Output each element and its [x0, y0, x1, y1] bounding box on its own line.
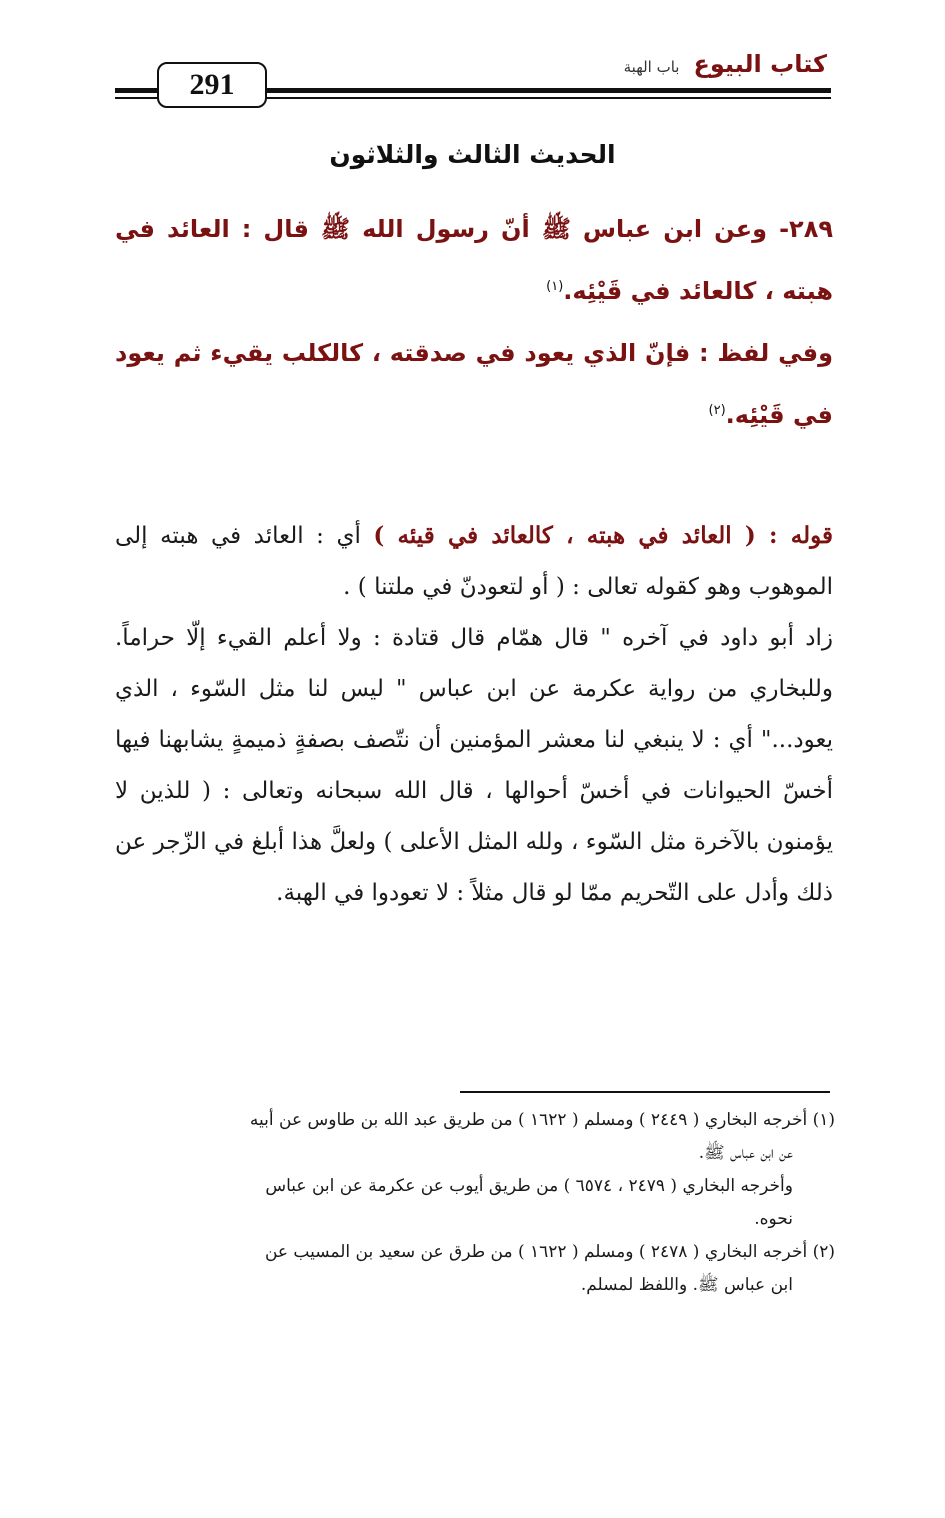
hadith-heading: الحديث الثالث والثلاثون: [329, 140, 616, 169]
footnote-2-number: (٢): [812, 1242, 835, 1262]
footnote-2-line-1: أخرجه البخاري ( ٢٤٧٨ ) ومسلم ( ١٦٢٢ ) من طرق عن سعيد بن المسيب عن: [264, 1242, 808, 1262]
commentary-lead: قوله :: [755, 522, 833, 549]
footnote-ref-2: (٢): [708, 403, 726, 418]
commentary-paragraph-2: زاد أبو داود في آخره " قال همّام قال قتادة : ولا أعلم القيء إلّا حراماً. وللبخاري من رواية عكرمة عن ابن عباس " ليس لنا مثل السّوء ، الذي يعود..." أي : لا ينبغي لنا معشر المؤمنين أن نتّصف بصفةٍ ذميمةٍ يشابهنا فيها أخسّ الحيوانات في أخسّ أحوالها ، قال الله سبحانه وتعالى : ( للذين لا يؤمنون بالآخرة مثل السّوء ، ولله المثل الأعلى ) ولعلَّ هذا أبلغ في الزّجر عن ذلك وأدل على التّحريم ممّا لو قال مثلاً : لا تعودوا في الهبة.: [115, 625, 833, 906]
commentary-paragraph-1-rest: أي : العائد في هبته إلى الموهوب وهو كقوله تعالى : ( أو لتعودنّ في ملتنا ) .: [115, 523, 833, 600]
footnote-2: [115, 1236, 835, 1269]
chapter-title: باب الهبة: [623, 58, 680, 76]
footnote-1-line-4: نحوه.: [754, 1209, 793, 1229]
footnote-1-line-2: عن ابن عباس ﷺ.: [698, 1143, 793, 1163]
footnote-ref-1: (١): [546, 279, 564, 294]
commentary: [115, 510, 833, 919]
book-title: كتاب البيوع: [693, 50, 827, 78]
hadith-paragraph-2-text: وفي لفظ : فإنّ الذي يعود في صدقته ، كالكلب يقيء ثم يعود في قَيْئِه.: [115, 339, 833, 429]
running-header: [618, 50, 833, 78]
footnote-separator: [460, 1091, 830, 1093]
commentary-quoted-text: ( العائد في هبته ، كالعائد في قيئه ): [373, 522, 756, 549]
footnotes: [115, 1104, 835, 1302]
commentary-paragraph-1: [115, 510, 833, 613]
hadith-text: [115, 198, 833, 446]
hadith-paragraph-1-text: ٢٨٩- وعن ابن عباس ﷺ أنّ رسول الله ﷺ قال : العائد في هبته ، كالعائد في قَيْئِه.: [115, 215, 833, 305]
footnote-2-line-2: ابن عباس ﷺ. واللفظ لمسلم.: [580, 1275, 793, 1295]
hadith-paragraph-1: [115, 198, 833, 322]
footnote-1-line-3: وأخرجه البخاري ( ٢٤٧٩ ، ٦٥٧٤ ) من طريق أيوب عن عكرمة عن ابن عباس: [265, 1176, 793, 1196]
footnote-1: [115, 1104, 835, 1137]
page-number: 291: [157, 62, 267, 108]
footnote-1-number: (١): [812, 1110, 835, 1130]
hadith-paragraph-2: [115, 322, 833, 446]
footnote-1-line-1: أخرجه البخاري ( ٢٤٤٩ ) ومسلم ( ١٦٢٢ ) من طريق عبد الله بن طاوس عن أبيه: [249, 1110, 808, 1130]
